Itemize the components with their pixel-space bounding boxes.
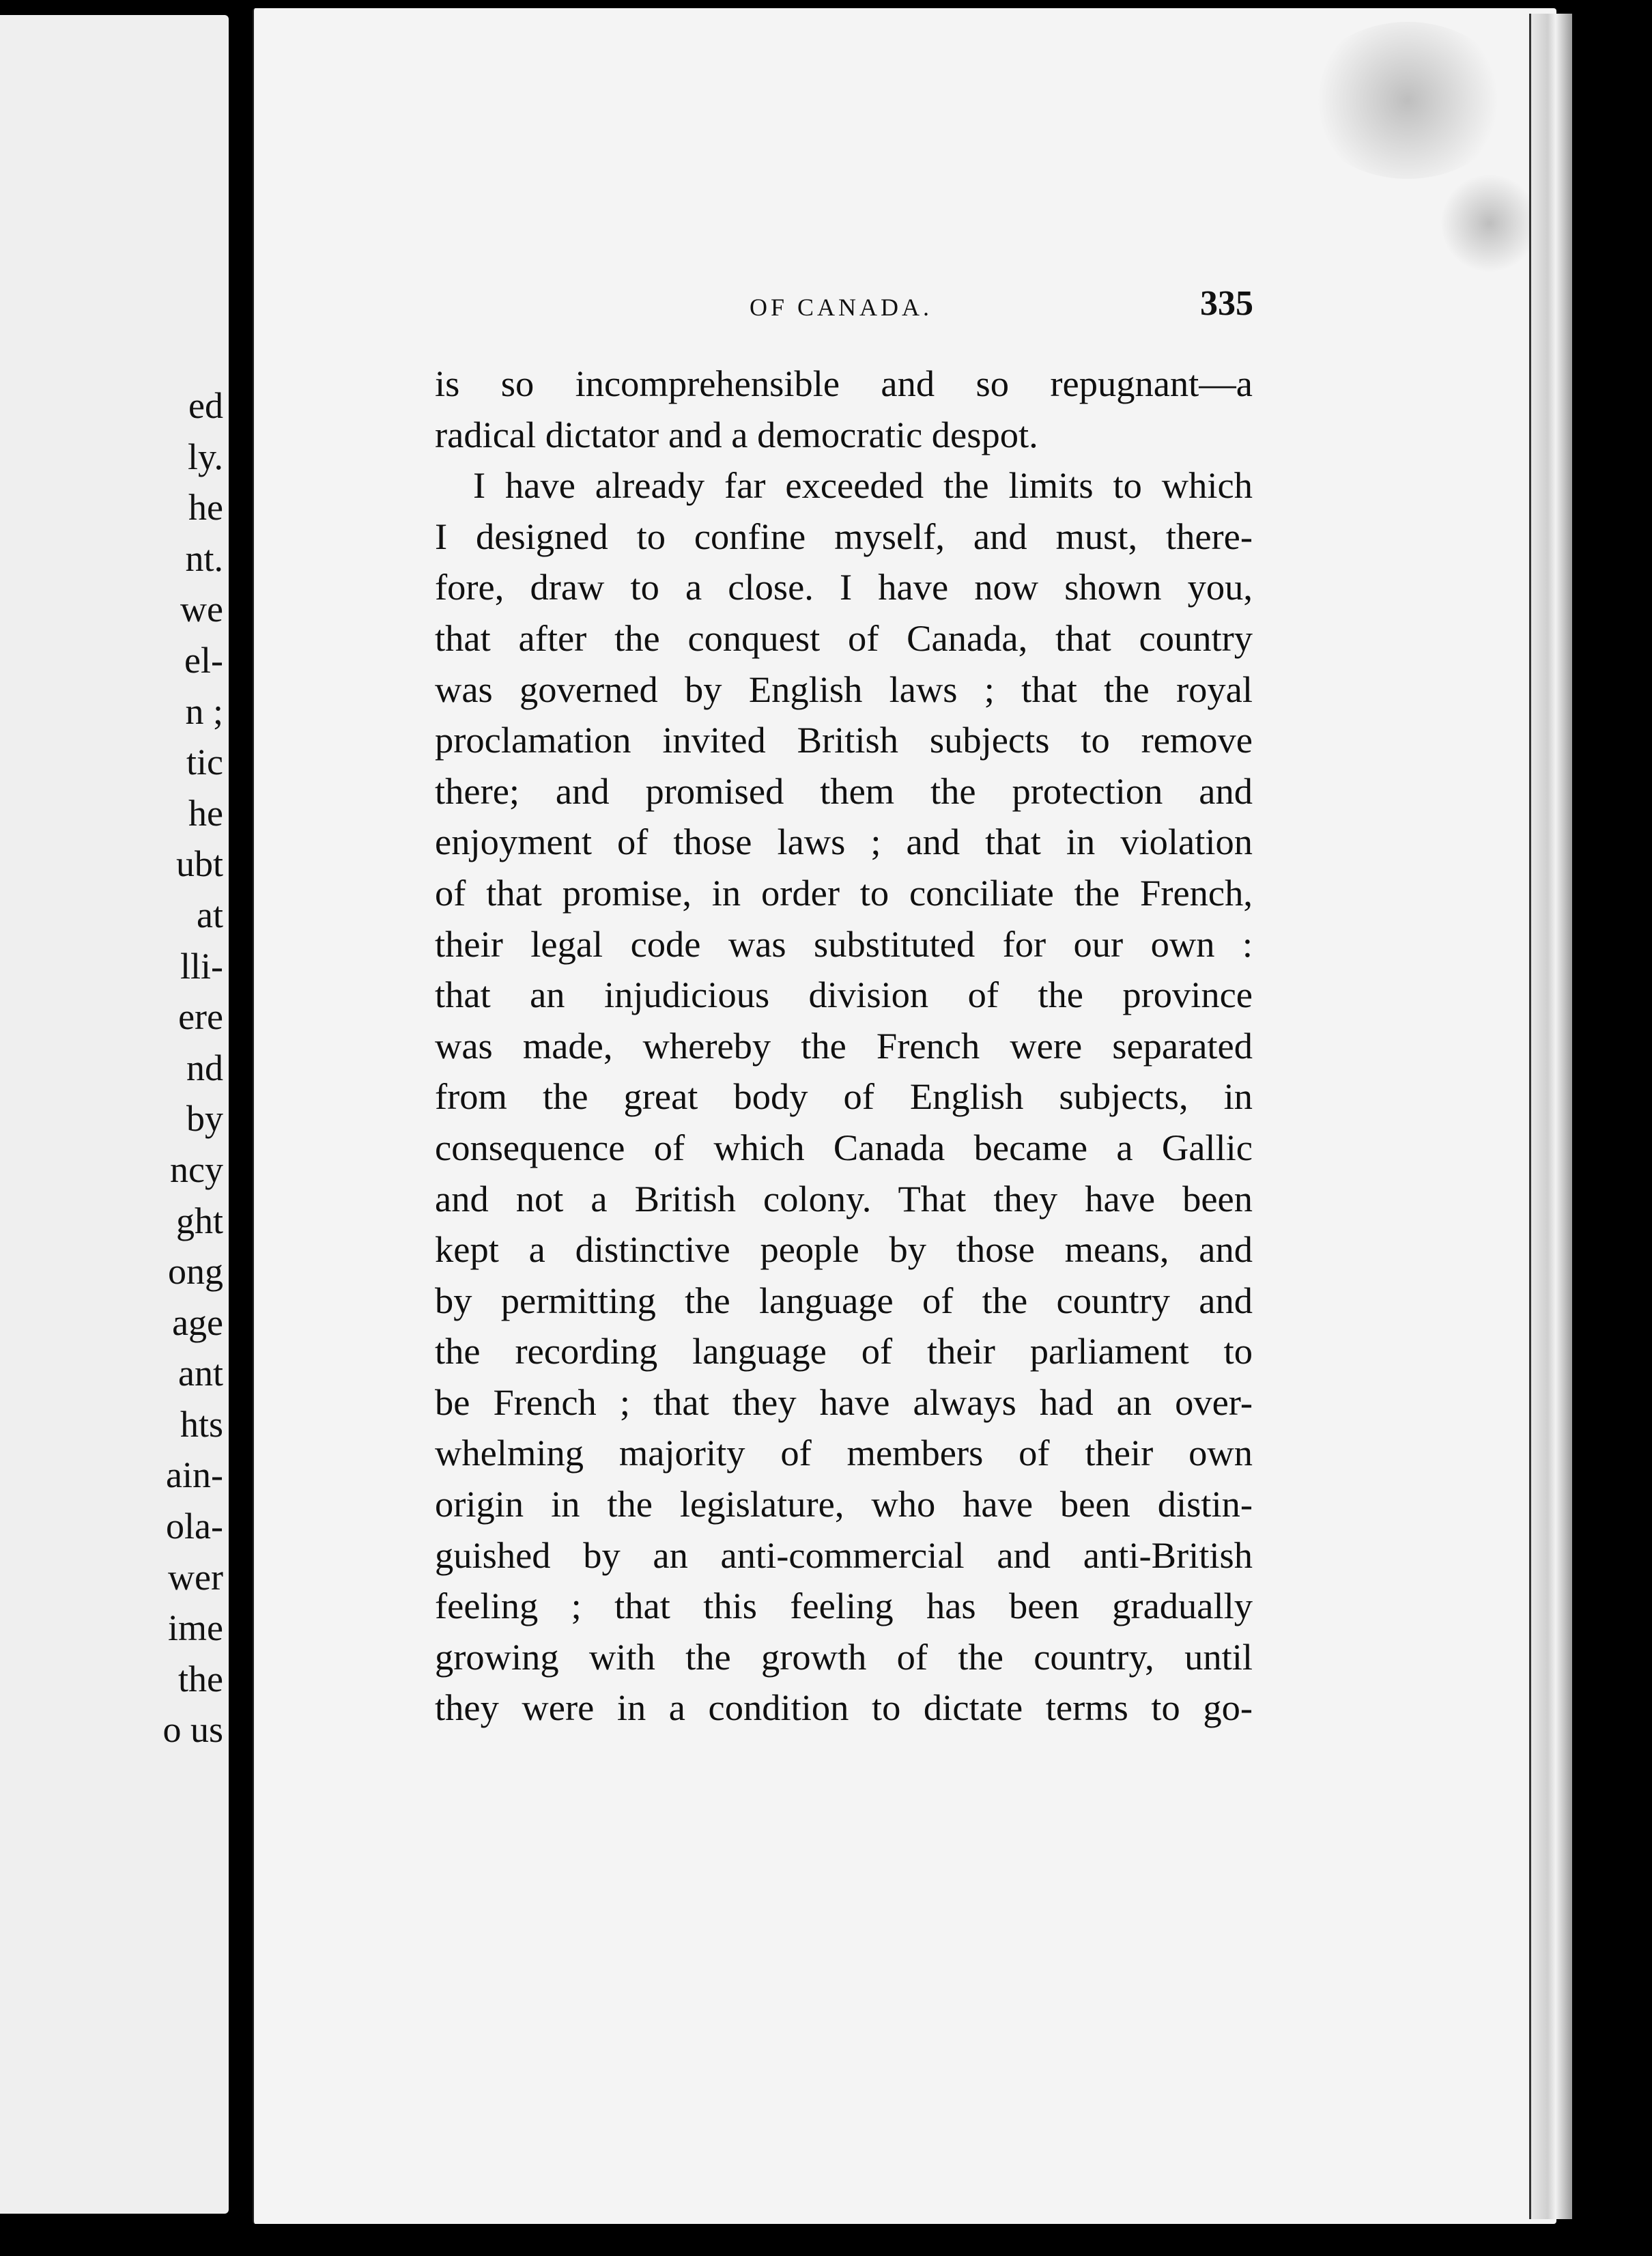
left-page xyxy=(0,15,229,2214)
text-line: guished by an anti-commercial and anti-British xyxy=(435,1534,1253,1576)
left-fragment: ubt xyxy=(175,843,223,885)
text-line: of that promise, in order to conciliate the French, xyxy=(435,871,1253,914)
left-page-text-fragments xyxy=(162,380,223,1756)
text-line: there; and promised them the protection and xyxy=(435,770,1253,812)
text-line: is so incomprehensible and so repugnant—a xyxy=(435,363,1253,404)
text-line: from the great body of English subjects, in xyxy=(435,1075,1253,1118)
left-fragment: ola- xyxy=(166,1506,223,1547)
left-fragment: he xyxy=(188,792,223,834)
left-fragment: o us xyxy=(162,1709,223,1751)
left-fragment: ed xyxy=(188,385,223,426)
left-fragment: ime xyxy=(168,1607,223,1649)
text-line: they were in a condition to dictate terms to go- xyxy=(435,1687,1253,1729)
running-head xyxy=(437,283,1256,331)
text-line: origin in the legislature, who have been distin- xyxy=(435,1483,1253,1525)
left-fragment: ly. xyxy=(188,436,223,477)
left-fragment: we xyxy=(180,589,223,630)
text-line: whelming majority of members of their own xyxy=(435,1432,1253,1474)
text-line: enjoyment of those laws ; and that in violation xyxy=(435,821,1253,863)
page-edge xyxy=(1529,14,1572,2219)
text-line: that after the conquest of Canada, that country xyxy=(435,617,1253,659)
left-fragment: ant xyxy=(178,1353,223,1394)
paper-stain xyxy=(1305,22,1510,179)
text-line: their legal code was substituted for our own : xyxy=(435,922,1253,965)
left-fragment: age xyxy=(172,1301,223,1343)
text-line: I designed to confine myself, and must, there- xyxy=(435,515,1253,557)
page-number: 335 xyxy=(1200,284,1253,323)
left-fragment: lli- xyxy=(180,945,223,987)
text-line: that an injudicious division of the province xyxy=(435,974,1253,1016)
left-fragment: n ; xyxy=(185,690,223,732)
left-fragment: hts xyxy=(180,1403,223,1445)
text-line: I have already far exceeded the limits to which xyxy=(473,464,1253,507)
paper-stain xyxy=(1442,172,1537,274)
text-line: was governed by English laws ; that the royal xyxy=(435,668,1253,710)
text-line: feeling ; that this feeling has been gradually xyxy=(435,1585,1253,1627)
text-line: consequence of which Canada became a Gallic xyxy=(435,1126,1253,1168)
body-text xyxy=(435,358,1253,1734)
left-fragment: tic xyxy=(186,742,223,783)
text-line: growing with the growth of the country, until xyxy=(435,1635,1253,1678)
left-fragment: nd xyxy=(186,1047,223,1088)
text-line: and not a British colony. That they have been xyxy=(435,1177,1253,1219)
text-line: fore, draw to a close. I have now shown you, xyxy=(435,566,1253,608)
text-line: kept a distinctive people by those means, and xyxy=(435,1228,1253,1271)
left-fragment: at xyxy=(197,894,223,935)
left-fragment: by xyxy=(186,1098,223,1140)
text-line: by permitting the language of the country and xyxy=(435,1279,1253,1321)
text-line: proclamation invited British subjects to remove xyxy=(435,719,1253,761)
left-fragment: ere xyxy=(178,996,223,1038)
left-fragment: ght xyxy=(175,1200,223,1241)
left-fragment: ncy xyxy=(170,1148,223,1190)
running-head-title: OF CANADA. xyxy=(750,294,933,321)
left-fragment: nt. xyxy=(185,537,223,579)
left-fragment: ain- xyxy=(166,1454,223,1496)
left-fragment: he xyxy=(188,487,223,528)
left-fragment: the xyxy=(178,1658,223,1700)
left-fragment: ong xyxy=(168,1251,223,1293)
left-fragment: wer xyxy=(168,1556,223,1598)
text-line: was made, whereby the French were separated xyxy=(435,1024,1253,1067)
left-fragment: el- xyxy=(184,639,223,681)
text-line: the recording language of their parliament to xyxy=(435,1330,1253,1372)
text-line: radical dictator and a democratic despot. xyxy=(435,413,1038,455)
text-line: be French ; that they have always had an over- xyxy=(435,1381,1253,1423)
